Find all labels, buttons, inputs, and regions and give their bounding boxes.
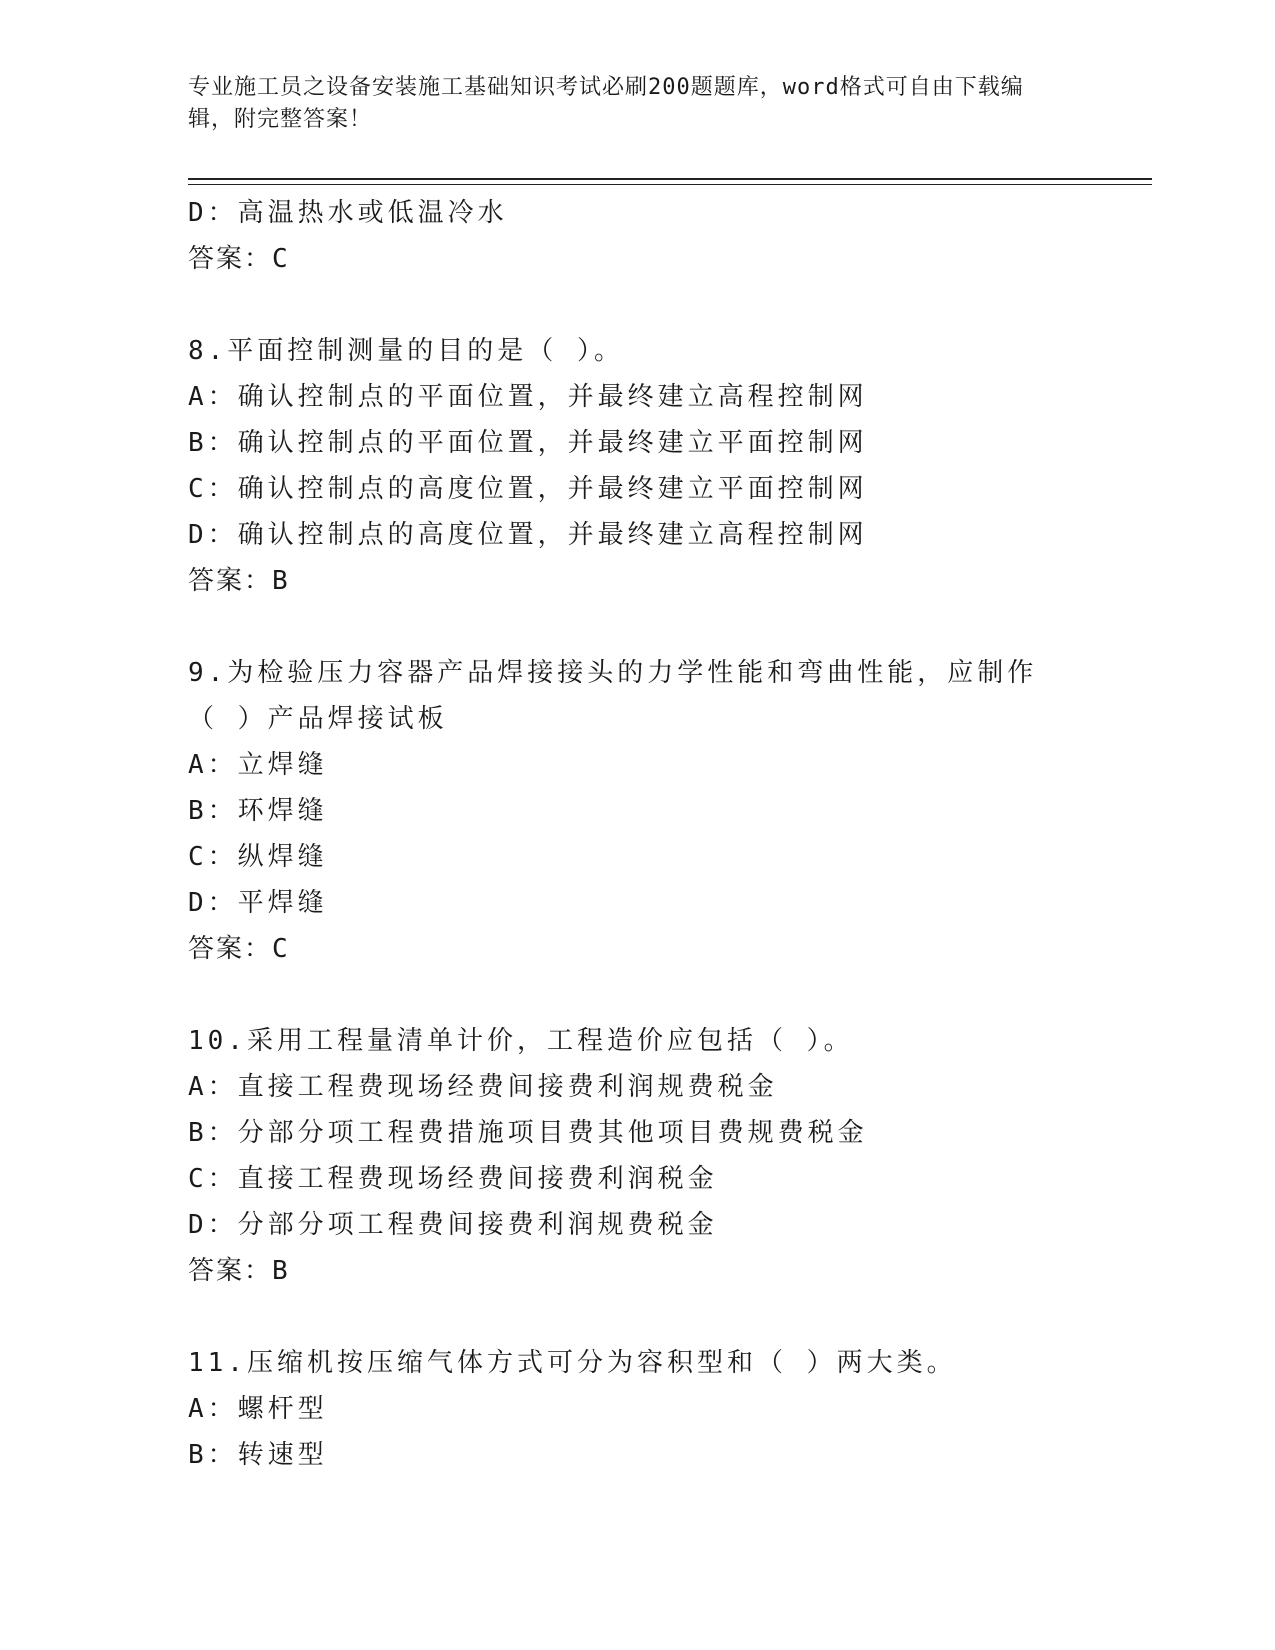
header-rule-thin xyxy=(188,184,1152,185)
option-c: C：直接工程费现场经费间接费利润税金 xyxy=(188,1164,718,1194)
option-b: B：确认控制点的平面位置，并最终建立平面控制网 xyxy=(188,428,868,458)
option-d: D：确认控制点的高度位置，并最终建立高程控制网 xyxy=(188,520,868,550)
header-rule-thick xyxy=(188,178,1152,180)
option-d: D：分部分项工程费间接费利润规费税金 xyxy=(188,1210,718,1240)
option-c: C：确认控制点的高度位置，并最终建立平面控制网 xyxy=(188,474,868,504)
spacer xyxy=(188,604,1088,650)
document-header: 专业施工员之设备安装施工基础知识考试必刷200题题库，word格式可自由下载编辑，附完整答案！ xyxy=(188,75,1024,132)
answer: 答案：C xyxy=(188,934,290,964)
question-8: 8.平面控制测量的目的是（ ）。 xyxy=(188,336,624,366)
spacer xyxy=(188,972,1088,1018)
question-11: 11.压缩机按压缩气体方式可分为容积型和（ ）两大类。 xyxy=(188,1348,957,1378)
answer: 答案：C xyxy=(188,244,290,274)
option-b: B：转速型 xyxy=(188,1440,328,1470)
document-body xyxy=(188,190,1088,1478)
option-a: A：确认控制点的平面位置，并最终建立高程控制网 xyxy=(188,382,868,412)
option-b: B：分部分项工程费措施项目费其他项目费规费税金 xyxy=(188,1118,868,1148)
question-9: 9.为检验压力容器产品焊接接头的力学性能和弯曲性能，应制作（ ）产品焊接试板 xyxy=(188,658,1038,734)
answer: 答案：B xyxy=(188,1256,290,1286)
option-a: A：直接工程费现场经费间接费利润规费税金 xyxy=(188,1072,778,1102)
option-a: A：立焊缝 xyxy=(188,750,328,780)
option-b: B：环焊缝 xyxy=(188,796,328,826)
spacer xyxy=(188,282,1088,328)
option-d: D：平焊缝 xyxy=(188,888,328,918)
option-c: C：纵焊缝 xyxy=(188,842,328,872)
question-10: 10.采用工程量清单计价，工程造价应包括（ ）。 xyxy=(188,1026,854,1056)
answer: 答案：B xyxy=(188,566,290,596)
option-a: A：螺杆型 xyxy=(188,1394,328,1424)
spacer xyxy=(188,1294,1088,1340)
option-d: D：高温热水或低温冷水 xyxy=(188,198,508,228)
